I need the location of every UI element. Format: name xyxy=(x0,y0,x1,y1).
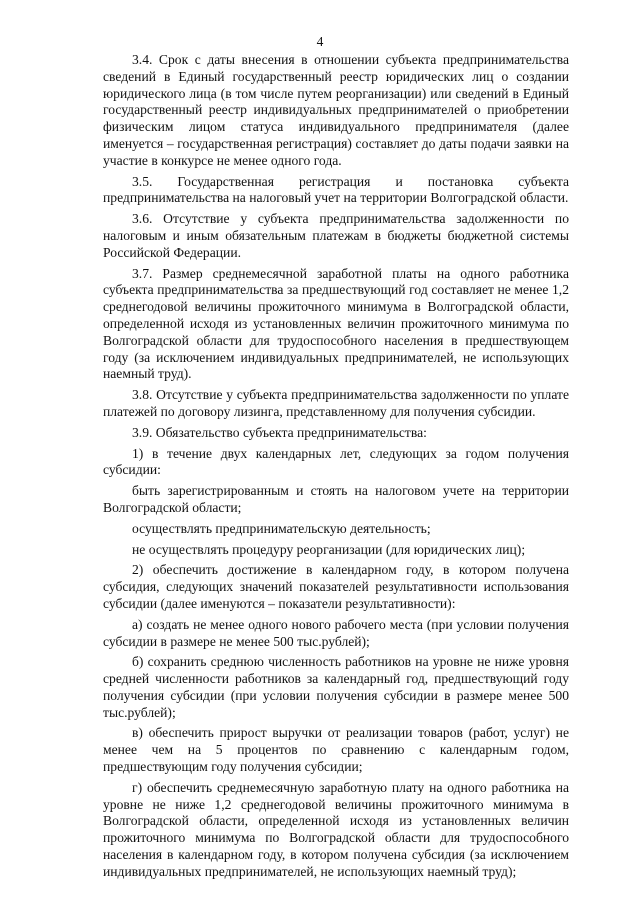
paragraph-reorganization: не осуществлять процедуру реорганизации (для юридических лиц); xyxy=(132,541,526,557)
paragraph-3-6: 3.6. Отсутствие у субъекта предпринимательства задолженности по налоговым и иным обязательным платежам в бюджеты бюджетной системы Российской Федерации. xyxy=(103,211,569,260)
paragraph-registration: быть зарегистрированным и стоять на налоговом учете на территории Волгоградской области; xyxy=(103,483,569,515)
paragraph-item-g: г) обеспечить среднемесячную заработную плату на одного работника на уровне не ниже 1,2 среднегодовой величины прожиточного минимума в Волгоградской области, определенной исходя из установленных величин прожиточного минимума по Волгоградской области для трудоспособного населения в календарном году, в котором получена субсидия (за исключением индивидуальных предпринимателей, не использующих наемный труд); xyxy=(103,779,569,879)
paragraph-3-7: 3.7. Размер среднемесячной заработной платы на одного работника субъекта предпринимательства за предшествующий год составляет не менее 1,2 среднегодовой величины прожиточного минимума в Волгоградской области, определенной исходя из установленных величин прожиточного минимума по Волгоградской области для трудоспособного населения в предшествующем году (за исключением индивидуальных предпринимателей, не использующих наемный труд). xyxy=(103,265,569,382)
paragraph-activity: осуществлять предпринимательскую деятельность; xyxy=(132,520,431,536)
paragraph-3-5: 3.5. Государственная регистрация и постановка субъекта предпринимательства на налоговый учет на территории Волгоградской области. xyxy=(103,173,569,206)
page-number: 4 xyxy=(316,34,324,49)
document-body xyxy=(103,52,569,881)
paragraph-3-4: 3.4. Срок с даты внесения в отношении субъекта предпринимательства сведений в Единый государственный реестр юридических лиц о создании юридического лица (в том числе путем реорганизации) или сведений в Единый государственный реестр индивидуальных предпринимателей о приобретении физическим лицом статуса индивидуального предпринимателя (далее именуется – государственная регистрация) составляет до даты подачи заявки на участие в конкурсе не менее одного года. xyxy=(103,52,569,168)
paragraph-3-8: 3.8. Отсутствие у субъекта предпринимательства задолженности по уплате платежей по договору лизинга, представленному для получения субсидии. xyxy=(103,387,569,419)
paragraph-item-1: 1) в течение двух календарных лет, следующих за годом получения субсидии: xyxy=(103,445,569,478)
paragraph-3-9: 3.9. Обязательство субъекта предпринимательства: xyxy=(132,424,427,440)
paragraph-item-b: б) сохранить среднюю численность работников на уровне не ниже уровня средней численности работников за календарный год, предшествующий году получения субсидии (при условии получения субсидии в размере менее 500 тыс.рублей); xyxy=(103,654,569,720)
paragraph-item-a: а) создать не менее одного нового рабочего места (при условии получения субсидии в размере не менее 500 тыс.рублей); xyxy=(103,616,569,649)
paragraph-item-2: 2) обеспечить достижение в календарном году, в котором получена субсидия, следующих значений показателей результативности использования субсидии (далее именуются – показатели результативности): xyxy=(103,562,569,611)
paragraph-item-v: в) обеспечить прирост выручки от реализации товаров (работ, услуг) не менее чем на 5 процентов по сравнению с календарным годом, предшествующим году получения субсидии; xyxy=(103,725,569,775)
